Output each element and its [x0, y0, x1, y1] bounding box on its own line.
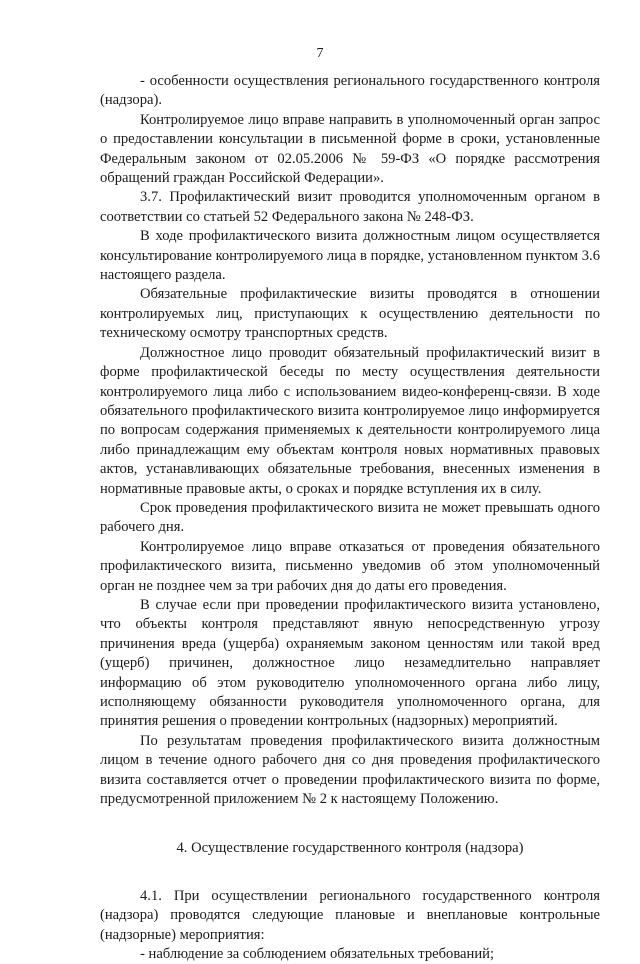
- paragraph: В случае если при проведении профилактического визита установлено, что объекты контроля представляют явную непосредственную угрозу причинения вреда (ущерба) охраняемым законом ценностям или такой вред (ущерб) причинен, должностное лицо незамедлительно направляет информацию об этом руководителю уполномоченного органа либо лицу, исполняющему обязанности руководителя уполномоченного органа, для принятия решения о проведении контрольных (надзорных) мероприятий.: [100, 596, 600, 730]
- section-4-heading: 4. Осуществление государственного контроля (надзора): [176, 840, 524, 857]
- measures-list: [100, 945, 600, 964]
- paragraph: Обязательные профилактические визиты проводятся в отношении контролируемых лиц, приступающих к осуществлению деятельности по техническому осмотру транспортных средств.: [100, 286, 600, 342]
- paragraph: - особенности осуществления регионального государственного контроля (надзора).: [100, 73, 600, 109]
- paragraph: 4.1. При осуществлении регионального государственного контроля (надзора) проводятся следующие плановые и внеплановые контрольные (надзорные) мероприятия:: [100, 887, 600, 943]
- paragraph: Контролируемое лицо вправе отказаться от проведения обязательного профилактического визита, письменно уведомив об этом уполномоченный орган не позднее чем за три рабочих дня до даты его проведения.: [100, 538, 600, 594]
- section-3-paragraphs: [100, 72, 600, 809]
- paragraph: 3.7. Профилактический визит проводится уполномоченным органом в соответствии со статьей 52 Федерального закона № 248-ФЗ.: [100, 189, 600, 225]
- paragraph: Контролируемое лицо вправе направить в уполномоченный орган запрос о предоставлении консультации в письменной форме в сроки, установленные Федеральным законом от 02.05.2006 № 59-ФЗ «О порядке рассмотрения обращений граждан Российской Федерации».: [100, 111, 600, 187]
- paragraph: Должностное лицо проводит обязательный профилактический визит в форме профилактической беседы по месту осуществления деятельности контролируемого лица либо с использованием видео-конференц-связи. В ходе обязательного профилактического визита контролируемое лицо информируется по вопросам содержания применяемых к деятельности контролируемого лица либо принадлежащим ему объектам контроля новых нормативных правовых актов, устанавливающих обязательные требования, внесенных изменения в нормативные правовые акты, о сроках и порядке вступления их в силу.: [100, 344, 600, 497]
- paragraph: В ходе профилактического визита должностным лицом осуществляется консультирование контролируемого лица в порядке, установленном пунктом 3.6 настоящего раздела.: [100, 228, 600, 284]
- paragraph: Срок проведения профилактического визита не может превышать одного рабочего дня.: [100, 499, 600, 536]
- list-item: - наблюдение за соблюдением обязательных требований;: [140, 946, 495, 963]
- document-body: [100, 72, 600, 964]
- section-4-paragraphs: [100, 887, 600, 945]
- paragraph: По результатам проведения профилактического визита должностным лицом в течение одного рабочего дня со дня проведения профилактического визита составляется отчет о проведении профилактического визита по форме, предусмотренной приложением № 2 к настоящему Положению.: [100, 732, 600, 808]
- page-number: 7: [316, 46, 324, 61]
